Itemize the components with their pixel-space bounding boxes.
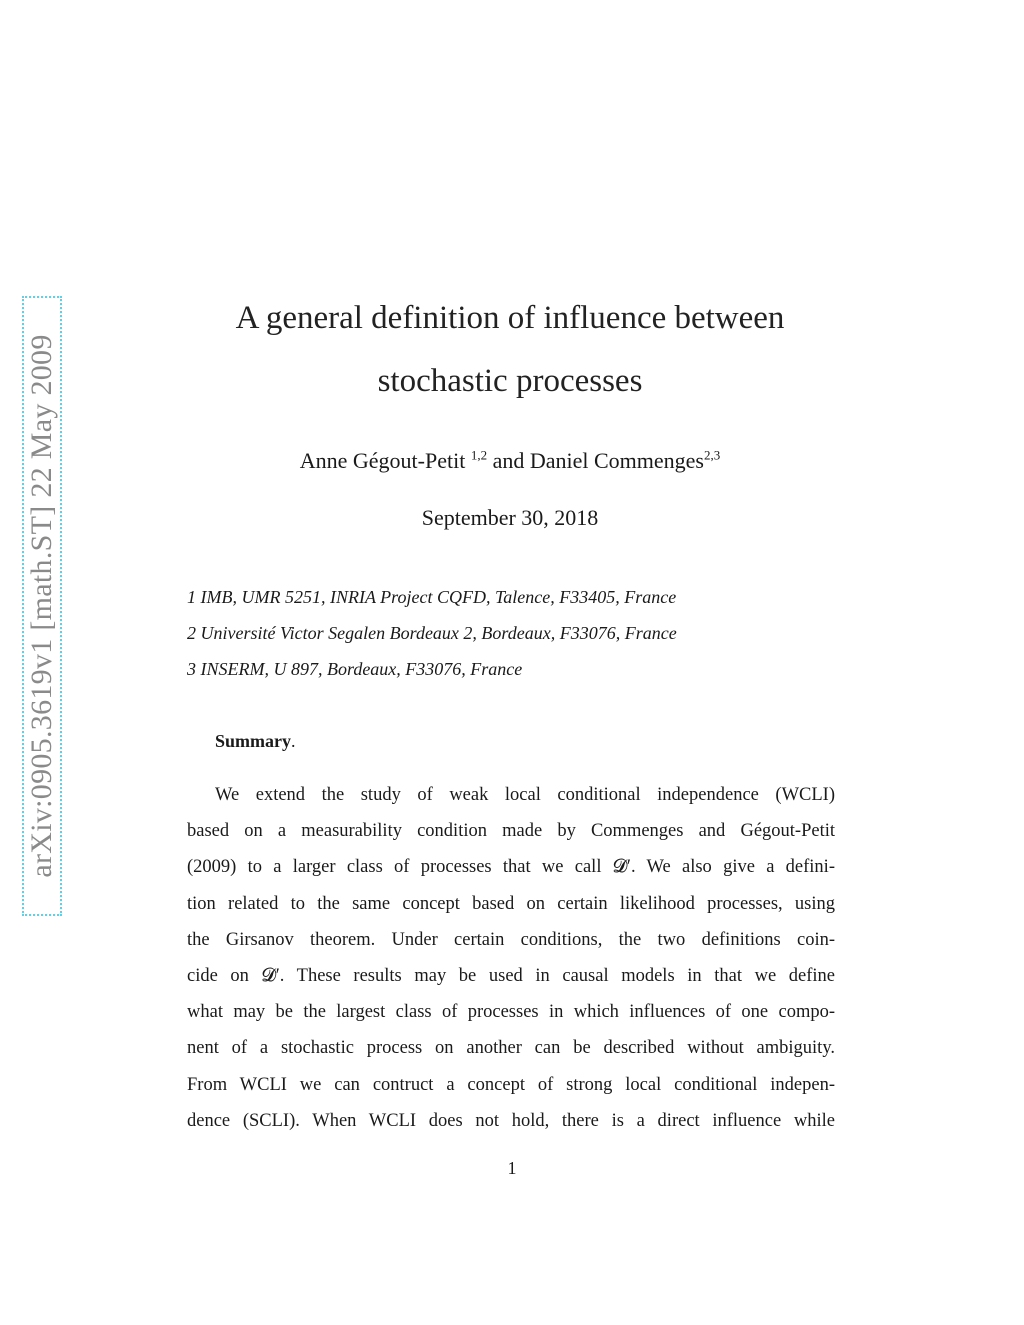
author-1: Anne Gégout-Petit xyxy=(299,448,471,473)
author-1-affiliation: 1,2 xyxy=(470,447,488,463)
affiliation-3: 3 INSERM, U 897, Bordeaux, F33076, France xyxy=(187,659,523,679)
abstract-line: We extend the study of weak local conditional independence (WCLI) xyxy=(215,785,835,805)
date: September 30, 2018 xyxy=(421,505,599,530)
affiliation-1: 1 IMB, UMR 5251, INRIA Project CQFD, Talence, F33405, France xyxy=(187,587,677,607)
abstract-line: dence (SCLI). When WCLI does not hold, there is a direct influence while xyxy=(187,1110,835,1131)
summary-heading xyxy=(215,731,296,752)
abstract-line: based on a measurability condition made by Commenges and Gégout-Petit xyxy=(187,821,835,842)
abstract-line: From WCLI we can contruct a concept of strong local conditional indepen- xyxy=(187,1074,835,1095)
page-number: 1 xyxy=(507,1158,517,1178)
title-line-1: A general definition of influence between xyxy=(235,300,785,336)
arxiv-id: arXiv:0905.3619v1 [math.ST] 22 May 2009 xyxy=(25,334,58,878)
author-2-affiliation: 2,3 xyxy=(704,447,721,463)
abstract-line: what may be the largest class of processes in which influences of one compo- xyxy=(187,1002,835,1023)
abstract-line: nent of a stochastic process on another can be described without ambiguity. xyxy=(187,1038,835,1059)
arxiv-stamp xyxy=(22,296,62,916)
title-line-2: stochastic processes xyxy=(377,363,643,399)
summary-period: . xyxy=(291,731,296,751)
author-2: and Daniel Commenges xyxy=(487,448,704,473)
abstract xyxy=(187,777,835,1139)
abstract-line: tion related to the same concept based on certain likelihood processes, using xyxy=(187,893,835,914)
summary-label: Summary xyxy=(215,731,291,751)
authors xyxy=(160,448,860,474)
abstract-line: the Girsanov theorem. Under certain conditions, the two definitions coin- xyxy=(187,929,835,950)
abstract-line: (2009) to a larger class of processes that we call 𝓓′. We also give a defini- xyxy=(187,857,835,878)
affiliation-2: 2 Université Victor Segalen Bordeaux 2, Bordeaux, F33076, France xyxy=(187,623,677,643)
abstract-line: cide on 𝓓′. These results may be used in causal models in that we define xyxy=(187,965,835,986)
